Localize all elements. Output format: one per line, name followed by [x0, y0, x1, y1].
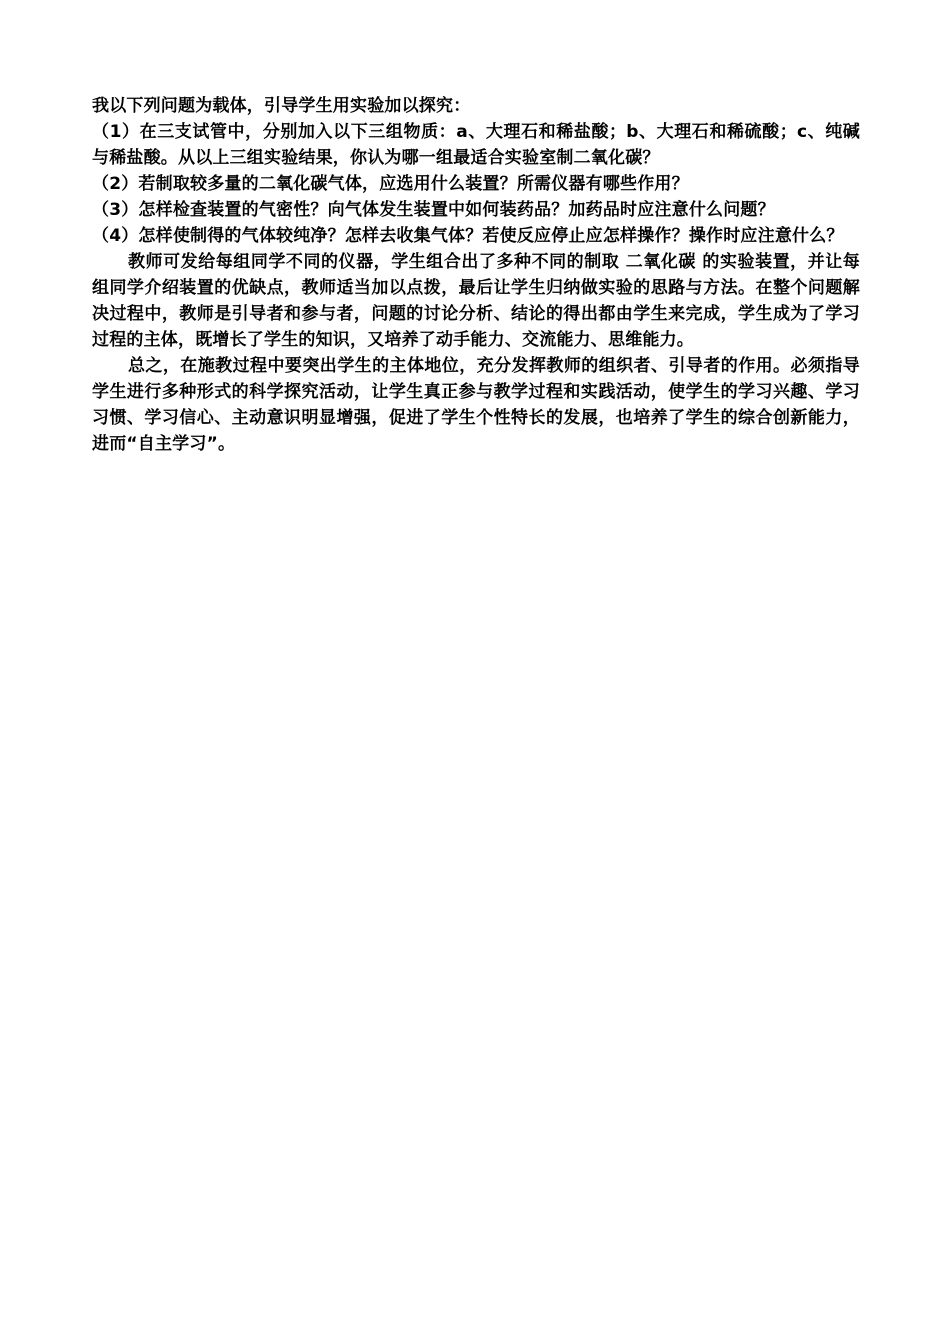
- summary-paragraph: 总之，在施教过程中要突出学生的主体地位，充分发挥教师的组织者、引导者的作用。必须指导学生进行多种形式的科学探究活动，让学生真正参与教学过程和实践活动，使学生的学习兴趣、学习习惯、学习信心、主动意识明显增强，促进了学生个性特长的发展，也培养了学生的综合创新能力，进而“自主学习”。: [92, 356, 860, 454]
- question-4: （4）怎样使制得的气体较纯净？怎样去收集气体？若使反应停止应怎样操作？操作时应注意什么？: [92, 226, 844, 246]
- question-1: （1）在三支试管中，分别加入以下三组物质：a、大理石和稀盐酸；b、大理石和稀硫酸；c、纯碱与稀盐酸。从以上三组实验结果，你认为哪一组最适合实验室制二氧化碳？: [92, 122, 860, 168]
- question-2: （2）若制取较多量的二氧化碳气体，应选用什么装置？所需仪器有哪些作用？: [92, 174, 689, 194]
- document-body: [92, 93, 860, 457]
- teacher-paragraph: 教师可发给每组同学不同的仪器，学生组合出了多种不同的制取 二氧化碳 的实验装置，并让每组同学介绍装置的优缺点，教师适当加以点拨，最后让学生归纳做实验的思路与方法。在整个问题解决过程中，教师是引导者和参与者，问题的讨论分析、结论的得出都由学生来完成，学生成为了学习过程的主体，既增长了学生的知识，又培养了动手能力、交流能力、思维能力。: [92, 252, 860, 350]
- question-3: （3）怎样检查装置的气密性？向气体发生装置中如何装药品？加药品时应注意什么问题？: [92, 200, 775, 220]
- intro-line: 我以下列问题为载体，引导学生用实验加以探究：: [92, 96, 471, 116]
